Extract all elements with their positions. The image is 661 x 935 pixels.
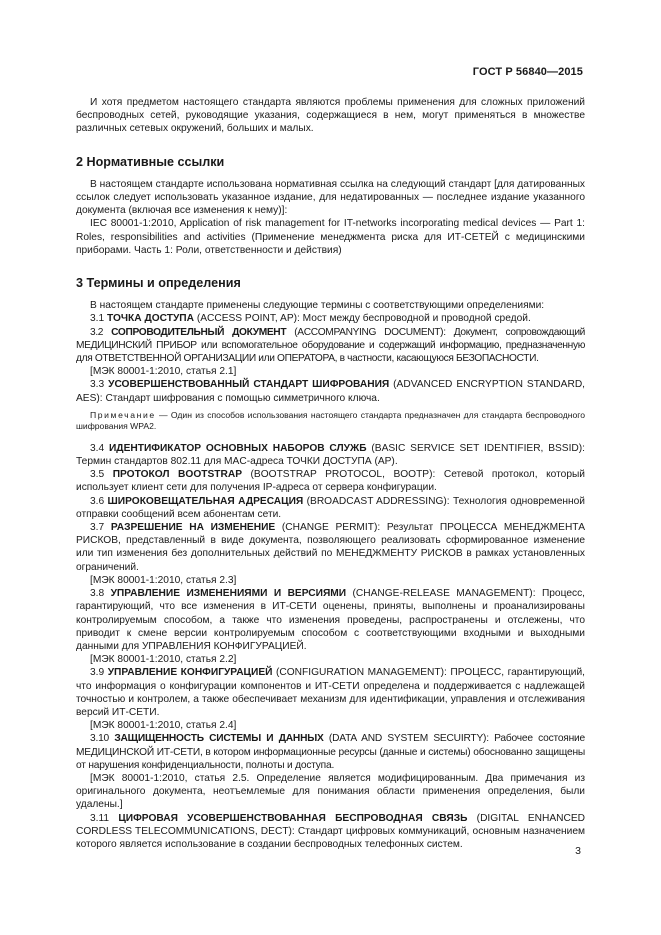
term-number: 3.9: [90, 667, 108, 679]
note-label: Примечание: [90, 409, 156, 420]
term-3-11: [76, 812, 585, 852]
term-number: 3.6: [90, 495, 108, 507]
term-definition: (ACCESS POINT, AP): Мост между беспроводной и проводной средой.: [193, 313, 531, 325]
section-3-title: 3 Термины и определения: [76, 276, 241, 291]
term-name: ИДЕНТИФИКАТОР ОСНОВНЫХ НАБОРОВ СЛУЖБ: [108, 442, 367, 454]
standard-header: ГОСТ Р 56840—2015: [472, 66, 583, 78]
page-content: [76, 96, 585, 851]
term-number: 3.4: [90, 442, 109, 454]
term-number: 3.3: [90, 379, 109, 391]
section-2-title: 2 Нормативные ссылки: [76, 154, 225, 169]
term-definition: (ACCOMPANYING DOCUMENT): Документ, сопровождающий МЕДИЦИНСКИЙ ПРИБОР или вспомогательное оборудование и содержащий информацию, предназначенную для ОТВЕТСТВЕННОЙ ОРГАНИЗАЦИИ или ОПЕРАТОРА, в частности, касающуюся БЕЗОПАСНОСТИ.: [76, 326, 586, 365]
term-definition: (BASIC SERVICE SET IDENTIFIER, BSSID): Термин стандартов 802.11 для MAC-адреса ТОЧКИ ДОСТУПА (AP).: [76, 442, 586, 468]
term-number: 3.5: [90, 469, 113, 481]
section-2-paragraph: В настоящем стандарте использована нормативная ссылка на следующий стандарт [для датированных ссылок следует использовать указанное издание, для недатированных — последнее издание указанного документа (включая все изменения к нему)]:: [76, 178, 585, 217]
term-number: 3.7: [90, 522, 111, 534]
intro-paragraph: И хотя предметом настоящего стандарта являются проблемы применения для сложных приложений беспроводных сетей, руководящие указания, содержащиеся в нем, могут применяться в множестве различных сетевых окружений, больших и малых.: [76, 97, 585, 135]
term-3-6: [76, 495, 585, 521]
term-definition: (BOOTSTRAP PROTOCOL, BOOTP): Сетевой протокол, который использует клиент сети для получения IP-адреса от сервера конфигурации.: [76, 469, 585, 494]
note-3-3: [76, 410, 585, 433]
term-3-4: [76, 442, 585, 468]
source-reference: [МЭК 80001-1:2010, статья 2.4]: [90, 720, 237, 732]
term-3-5: [76, 468, 585, 494]
term-name: ЦИФРОВАЯ УСОВЕРШЕНСТВОВАННАЯ БЕСПРОВОДНАЯ СВЯЗЬ: [118, 812, 468, 824]
term-definition: (CHANGE-RELEASE MANAGEMENT): Процесс, гарантирующий, что все изменения в ИТ-СЕТИ оценены, приняты, выполнены и проанализированы контролируемым способом, а также что изменения проведены, распространены и отслежены, что приводит к смене версии контролируемым способом с соответствующими входными и выходными данными для УПРАВЛЕНИЯ КОНФИГУРАЦИЕЙ.: [76, 588, 586, 652]
term-definition: (DATA AND SYSTEM SECUIRTY): Рабочее состояние МЕДИЦИНСКОЙ ИТ-СЕТИ, в котором информационные ресурсы (данные и системы) обоснованно защищены от нарушения конфиденциальности, полноты и доступа.: [76, 733, 585, 771]
term-number: 3.1: [90, 313, 107, 325]
term-number: 3.8: [90, 588, 111, 600]
normative-reference: IEC 80001-1:2010, Application of risk management for IT-networks incorporating medical devices — Part 1: Roles, responsibilities and activities (Применение менеджмента риска для ИТ-СЕТЕЙ с медицинскими приборами. Часть 1: Роли, ответственности и действия): [76, 218, 585, 256]
term-3-3: [76, 378, 585, 404]
note-text: — Один из способов использования настоящего стандарта предназначен для стандарта беспроводного шифрования WPA2.: [76, 409, 585, 432]
term-definition: (ADVANCED ENCRYPTION STANDARD, AES): Стандарт шифрования с помощью симметричного ключа.: [76, 379, 586, 404]
term-name: ПРОТОКОЛ BOOTSTRAP: [112, 469, 243, 481]
term-name: ТОЧКА ДОСТУПА: [107, 313, 194, 325]
term-definition: (BROADCAST ADDRESSING): Технология одновременной отправки сообщений всем абонентам сети.: [76, 495, 585, 520]
term-name: ШИРОКОВЕЩАТЕЛЬНАЯ АДРЕСАЦИЯ: [107, 495, 304, 507]
source-reference: [МЭК 80001-1:2010, статья 2.2]: [90, 654, 237, 666]
term-name: ЗАЩИЩЕННОСТЬ СИСТЕМЫ И ДАННЫХ: [114, 733, 324, 745]
term-definition: (CONFIGURATION MANAGEMENT): ПРОЦЕСС, гарантирующий, что информация о конфигурации компонентов и ИТ-СЕТИ определена и поддерживается с надлежащей точностью и контролем, а также обеспечивает механизм для идентификации, управления и отслеживания версий ИТ-СЕТИ.: [76, 667, 585, 718]
term-3-1: [76, 312, 585, 325]
section-3-intro: В настоящем стандарте применены следующие термины с соответствующими определениями:: [90, 300, 545, 312]
term-definition: (CHANGE PERMIT): Результат ПРОЦЕССА МЕНЕДЖМЕНТА РИСКОВ, представленный в виде документа, позволяющего реализовать сформированное изменение или тип изменения без дополнительных действий по МЕНЕДЖМЕНТУ РИСКОВ в рамках установленных ограничений.: [76, 522, 585, 573]
term-name: УПРАВЛЕНИЕ ИЗМЕНЕНИЯМИ И ВЕРСИЯМИ: [110, 588, 347, 600]
term-name: УСОВЕРШЕНСТВОВАННЫЙ СТАНДАРТ ШИФРОВАНИЯ: [108, 379, 390, 391]
term-3-7: [76, 521, 585, 574]
term-3-2: [76, 326, 585, 366]
page-number: 3: [575, 845, 581, 857]
term-number: 3.10: [90, 733, 115, 745]
term-name: СОПРОВОДИТЕЛЬНЫЙ ДОКУМЕНТ: [111, 326, 287, 338]
term-number: 3.2: [90, 326, 112, 338]
term-number: 3.11: [90, 812, 119, 824]
source-reference: [МЭК 80001-1:2010, статья 2.3]: [90, 574, 237, 586]
term-name: УПРАВЛЕНИЕ КОНФИГУРАЦИЕЙ: [107, 667, 273, 679]
term-3-9: [76, 666, 585, 719]
source-reference: [МЭК 80001-1:2010, статья 2.5. Определение является модифицированным. Два примечания из оригинального документа, неотъемлемые для понимания области применения определения, были удалены.]: [76, 772, 585, 811]
source-reference: [МЭК 80001-1:2010, статья 2.1]: [90, 366, 237, 378]
term-name: РАЗРЕШЕНИЕ НА ИЗМЕНЕНИЕ: [110, 522, 276, 534]
term-3-10: [76, 732, 585, 772]
term-3-8: [76, 587, 585, 653]
term-definition: (DIGITAL ENHANCED CORDLESS TELECOMMUNICATIONS, DECT): Стандарт цифровых коммуникаций, основным назначением которого является использование в создании беспроводных телефонных систем.: [76, 812, 586, 850]
